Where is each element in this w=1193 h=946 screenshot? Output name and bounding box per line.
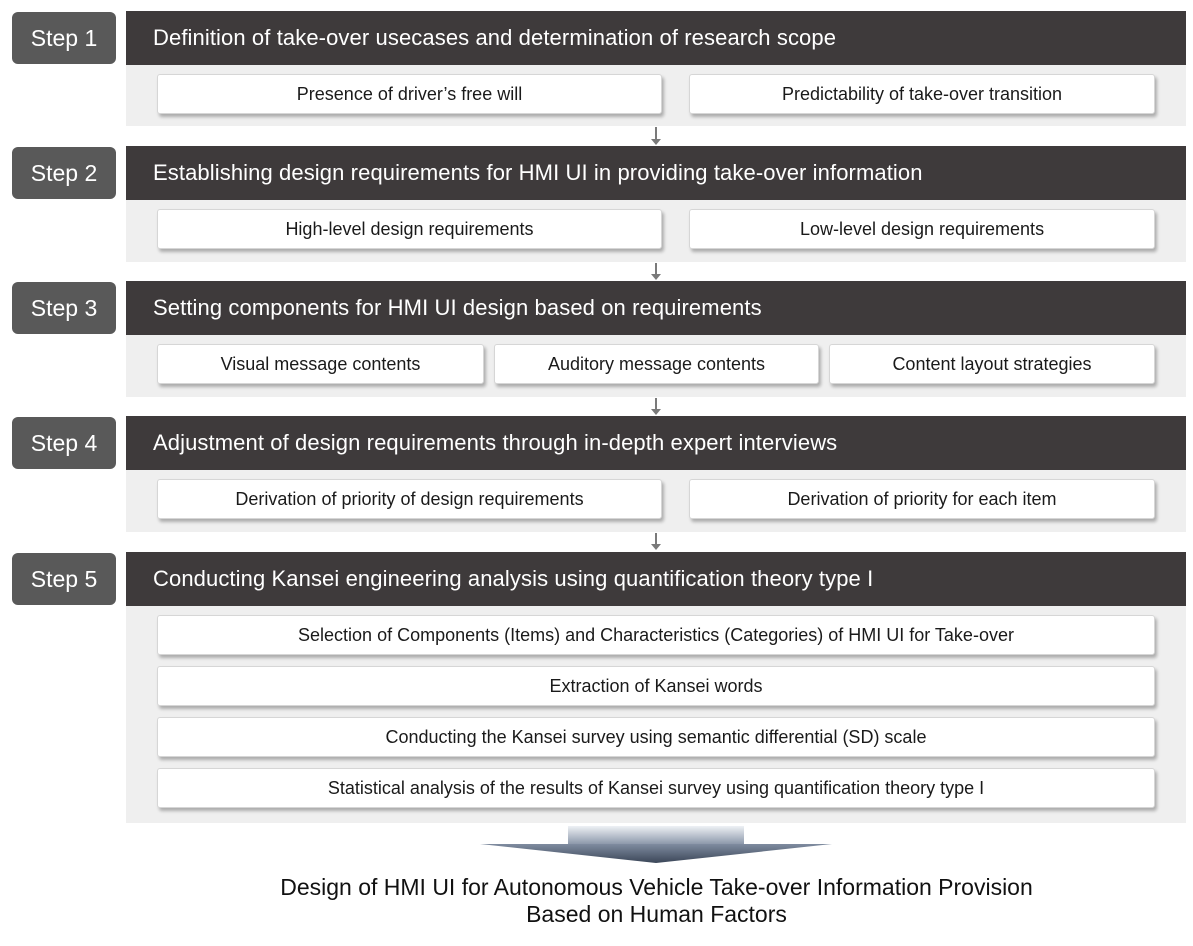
connector-4-5-arrowhead [651, 544, 661, 550]
step-5-title: Conducting Kansei engineering analysis using quantification theory type I [126, 552, 1186, 606]
step-1-item-2: Predictability of take-over transition [689, 74, 1155, 114]
step-1-title: Definition of take-over usecases and determination of research scope [126, 11, 1186, 65]
step-4-title: Adjustment of design requirements through in-depth expert interviews [126, 416, 1186, 470]
step-3-title: Setting components for HMI UI design based on requirements [126, 281, 1186, 335]
step-2-label: Step 2 [12, 147, 116, 199]
step-5-item-1: Selection of Components (Items) and Characteristics (Categories) of HMI UI for Take-over [157, 615, 1155, 655]
step-3-item-2: Auditory message contents [494, 344, 819, 384]
step-4-label: Step 4 [12, 417, 116, 469]
result-title-line-2: Based on Human Factors [526, 901, 787, 927]
step-5-item-2: Extraction of Kansei words [157, 666, 1155, 706]
step-2-body [126, 200, 1186, 262]
result-arrow-icon [480, 826, 832, 864]
step-5-label: Step 5 [12, 553, 116, 605]
step-3-label: Step 3 [12, 282, 116, 334]
connector-3-4 [655, 398, 657, 409]
step-3-item-3: Content layout strategies [829, 344, 1155, 384]
step-5-item-4: Statistical analysis of the results of Kansei survey using quantification theory type I [157, 768, 1155, 808]
step-3-body [126, 335, 1186, 397]
step-4-item-1: Derivation of priority of design requirements [157, 479, 662, 519]
connector-2-3 [655, 263, 657, 274]
step-4-item-2: Derivation of priority for each item [689, 479, 1155, 519]
connector-2-3-arrowhead [651, 274, 661, 280]
connector-1-2-arrowhead [651, 139, 661, 145]
step-2-item-2: Low-level design requirements [689, 209, 1155, 249]
connector-4-5 [655, 533, 657, 544]
step-5-item-3: Conducting the Kansei survey using semantic differential (SD) scale [157, 717, 1155, 757]
step-1-body [126, 65, 1186, 126]
connector-1-2 [655, 127, 657, 139]
step-1-label: Step 1 [12, 12, 116, 64]
step-4-body [126, 470, 1186, 532]
result-title-line-1: Design of HMI UI for Autonomous Vehicle Take-over Information Provision [280, 874, 1033, 900]
connector-3-4-arrowhead [651, 409, 661, 415]
step-1-item-1: Presence of driver’s free will [157, 74, 662, 114]
step-3-item-1: Visual message contents [157, 344, 484, 384]
step-2-item-1: High-level design requirements [157, 209, 662, 249]
step-5-body [126, 606, 1186, 823]
step-2-title: Establishing design requirements for HMI UI in providing take-over information [126, 146, 1186, 200]
result-title [120, 874, 1193, 928]
